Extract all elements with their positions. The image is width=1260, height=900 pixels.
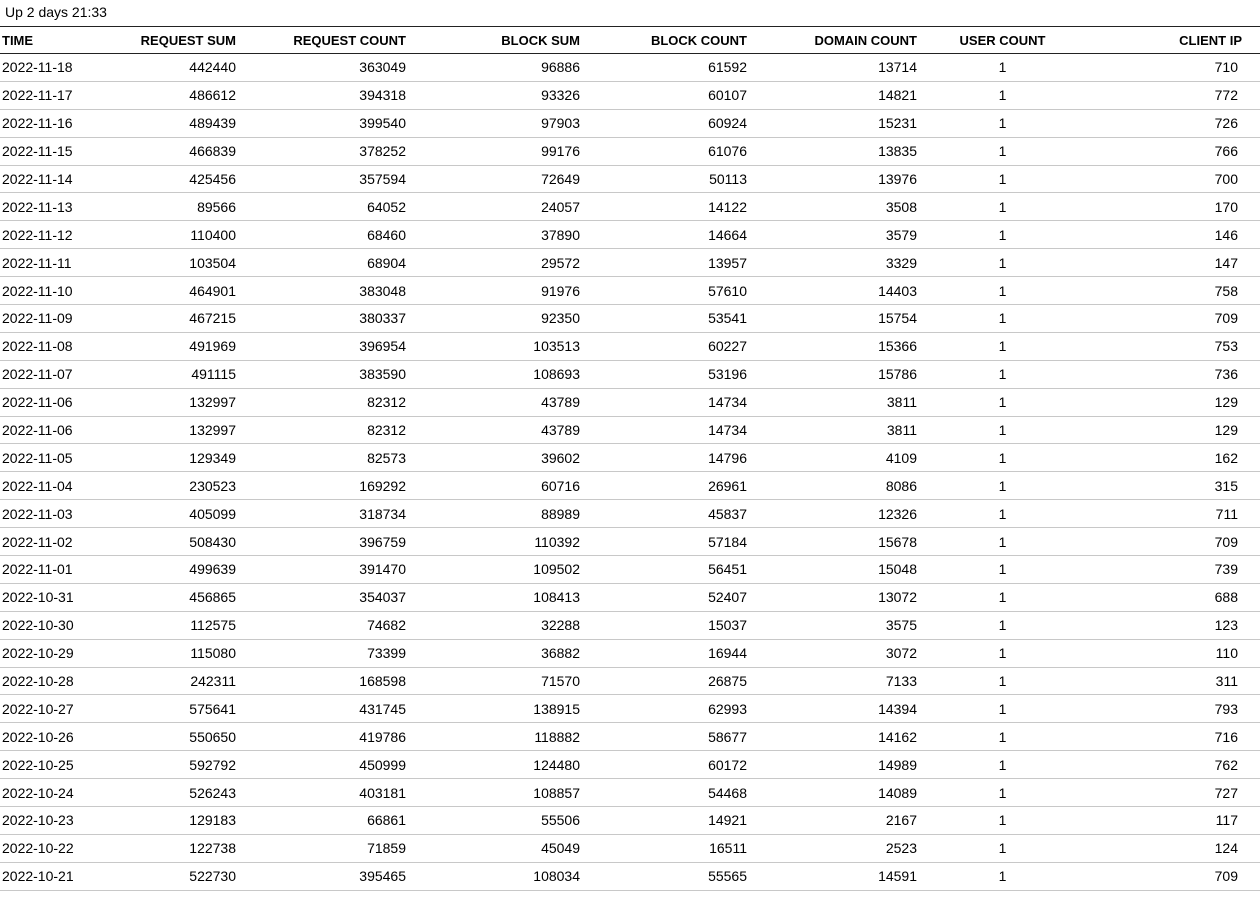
client-ip-cell: 147	[1085, 249, 1260, 277]
request-count-cell: 68460	[240, 221, 410, 249]
time-cell: 2022-11-10	[0, 277, 120, 305]
time-cell: 2022-10-28	[0, 667, 120, 695]
table-row	[0, 332, 1260, 360]
time-cell: 2022-11-03	[0, 500, 120, 528]
request-count-cell: 82573	[240, 444, 410, 472]
request-count-cell: 399540	[240, 109, 410, 137]
block-sum-cell: 108857	[410, 779, 580, 807]
request-count-cell: 396759	[240, 528, 410, 556]
table-row	[0, 165, 1260, 193]
request-sum-cell: 122738	[120, 834, 240, 862]
block-count-cell: 52407	[580, 583, 750, 611]
request-sum-cell: 489439	[120, 109, 240, 137]
request-count-cell: 363049	[240, 54, 410, 82]
column-header-block-sum[interactable]: BLOCK SUM	[410, 27, 580, 54]
request-count-cell: 74682	[240, 611, 410, 639]
block-count-cell: 14664	[580, 221, 750, 249]
block-count-cell: 14734	[580, 388, 750, 416]
table-row	[0, 528, 1260, 556]
block-count-cell: 62993	[580, 695, 750, 723]
user-count-cell: 1	[920, 221, 1085, 249]
column-header-request-sum[interactable]: REQUEST SUM	[120, 27, 240, 54]
domain-count-cell: 15231	[750, 109, 920, 137]
client-ip-cell: 726	[1085, 109, 1260, 137]
request-count-cell: 383048	[240, 277, 410, 305]
block-sum-cell: 43789	[410, 388, 580, 416]
request-sum-cell: 491969	[120, 332, 240, 360]
user-count-cell: 1	[920, 695, 1085, 723]
time-cell: 2022-11-12	[0, 221, 120, 249]
client-ip-cell: 762	[1085, 751, 1260, 779]
block-sum-cell: 108693	[410, 360, 580, 388]
domain-count-cell: 13835	[750, 137, 920, 165]
table-row	[0, 249, 1260, 277]
domain-count-cell: 3329	[750, 249, 920, 277]
request-sum-cell: 575641	[120, 695, 240, 723]
time-cell: 2022-10-23	[0, 807, 120, 835]
client-ip-cell: 736	[1085, 360, 1260, 388]
block-count-cell: 13957	[580, 249, 750, 277]
request-sum-cell: 89566	[120, 193, 240, 221]
block-sum-cell: 24057	[410, 193, 580, 221]
client-ip-cell: 129	[1085, 416, 1260, 444]
block-sum-cell: 93326	[410, 81, 580, 109]
request-count-cell: 354037	[240, 583, 410, 611]
user-count-cell: 1	[920, 500, 1085, 528]
user-count-cell: 1	[920, 305, 1085, 333]
client-ip-cell: 315	[1085, 472, 1260, 500]
column-header-request-count[interactable]: REQUEST COUNT	[240, 27, 410, 54]
time-cell: 2022-11-07	[0, 360, 120, 388]
table-row	[0, 751, 1260, 779]
table-row	[0, 416, 1260, 444]
block-count-cell: 61592	[580, 54, 750, 82]
request-sum-cell: 467215	[120, 305, 240, 333]
block-count-cell: 14734	[580, 416, 750, 444]
request-count-cell: 419786	[240, 723, 410, 751]
table-row	[0, 388, 1260, 416]
user-count-cell: 1	[920, 583, 1085, 611]
domain-count-cell: 13072	[750, 583, 920, 611]
time-cell: 2022-10-24	[0, 779, 120, 807]
client-ip-cell: 758	[1085, 277, 1260, 305]
table-row	[0, 305, 1260, 333]
client-ip-cell: 110	[1085, 639, 1260, 667]
block-sum-cell: 92350	[410, 305, 580, 333]
domain-count-cell: 3072	[750, 639, 920, 667]
request-sum-cell: 405099	[120, 500, 240, 528]
request-count-cell: 68904	[240, 249, 410, 277]
user-count-cell: 1	[920, 249, 1085, 277]
block-count-cell: 45837	[580, 500, 750, 528]
block-sum-cell: 36882	[410, 639, 580, 667]
time-cell: 2022-10-30	[0, 611, 120, 639]
table-row	[0, 862, 1260, 890]
user-count-cell: 1	[920, 165, 1085, 193]
request-count-cell: 71859	[240, 834, 410, 862]
user-count-cell: 1	[920, 277, 1085, 305]
block-sum-cell: 108413	[410, 583, 580, 611]
block-count-cell: 14122	[580, 193, 750, 221]
domain-count-cell: 14989	[750, 751, 920, 779]
request-sum-cell: 522730	[120, 862, 240, 890]
domain-count-cell: 14821	[750, 81, 920, 109]
request-sum-cell: 592792	[120, 751, 240, 779]
block-count-cell: 61076	[580, 137, 750, 165]
block-sum-cell: 91976	[410, 277, 580, 305]
user-count-cell: 1	[920, 444, 1085, 472]
time-cell: 2022-11-11	[0, 249, 120, 277]
user-count-cell: 1	[920, 779, 1085, 807]
request-count-cell: 395465	[240, 862, 410, 890]
block-sum-cell: 71570	[410, 667, 580, 695]
block-count-cell: 16944	[580, 639, 750, 667]
request-count-cell: 169292	[240, 472, 410, 500]
block-count-cell: 16511	[580, 834, 750, 862]
column-header-time[interactable]: TIME	[0, 27, 120, 54]
table-row	[0, 444, 1260, 472]
request-sum-cell: 491115	[120, 360, 240, 388]
column-header-block-count[interactable]: BLOCK COUNT	[580, 27, 750, 54]
table-row	[0, 109, 1260, 137]
domain-count-cell: 15786	[750, 360, 920, 388]
request-sum-cell: 464901	[120, 277, 240, 305]
table-row	[0, 695, 1260, 723]
table-row	[0, 807, 1260, 835]
time-cell: 2022-11-04	[0, 472, 120, 500]
request-sum-cell: 115080	[120, 639, 240, 667]
request-sum-cell: 499639	[120, 556, 240, 584]
user-count-cell: 1	[920, 109, 1085, 137]
time-cell: 2022-11-18	[0, 54, 120, 82]
time-cell: 2022-10-26	[0, 723, 120, 751]
block-sum-cell: 99176	[410, 137, 580, 165]
user-count-cell: 1	[920, 416, 1085, 444]
table-row	[0, 193, 1260, 221]
user-count-cell: 1	[920, 388, 1085, 416]
block-count-cell: 14796	[580, 444, 750, 472]
block-count-cell: 57184	[580, 528, 750, 556]
request-count-cell: 380337	[240, 305, 410, 333]
request-sum-cell: 550650	[120, 723, 240, 751]
user-count-cell: 1	[920, 472, 1085, 500]
client-ip-cell: 727	[1085, 779, 1260, 807]
column-header-user-count[interactable]: USER COUNT	[920, 27, 1085, 54]
client-ip-cell: 162	[1085, 444, 1260, 472]
block-count-cell: 50113	[580, 165, 750, 193]
domain-count-cell: 2167	[750, 807, 920, 835]
block-sum-cell: 124480	[410, 751, 580, 779]
domain-count-cell: 13714	[750, 54, 920, 82]
user-count-cell: 1	[920, 751, 1085, 779]
domain-count-cell: 15048	[750, 556, 920, 584]
header-row	[0, 27, 1260, 54]
domain-count-cell: 14394	[750, 695, 920, 723]
domain-count-cell: 15754	[750, 305, 920, 333]
request-sum-cell: 230523	[120, 472, 240, 500]
request-count-cell: 82312	[240, 416, 410, 444]
block-count-cell: 26961	[580, 472, 750, 500]
client-ip-cell: 146	[1085, 221, 1260, 249]
request-sum-cell: 132997	[120, 388, 240, 416]
table-row	[0, 277, 1260, 305]
column-header-client-ip[interactable]: CLIENT IP	[1085, 27, 1260, 54]
request-count-cell: 73399	[240, 639, 410, 667]
block-count-cell: 54468	[580, 779, 750, 807]
table-row	[0, 834, 1260, 862]
time-cell: 2022-11-06	[0, 388, 120, 416]
time-cell: 2022-11-02	[0, 528, 120, 556]
block-sum-cell: 32288	[410, 611, 580, 639]
request-count-cell: 378252	[240, 137, 410, 165]
time-cell: 2022-11-16	[0, 109, 120, 137]
client-ip-cell: 772	[1085, 81, 1260, 109]
client-ip-cell: 688	[1085, 583, 1260, 611]
time-cell: 2022-11-01	[0, 556, 120, 584]
user-count-cell: 1	[920, 193, 1085, 221]
domain-count-cell: 14591	[750, 862, 920, 890]
client-ip-cell: 710	[1085, 54, 1260, 82]
time-cell: 2022-10-31	[0, 583, 120, 611]
user-count-cell: 1	[920, 528, 1085, 556]
client-ip-cell: 753	[1085, 332, 1260, 360]
request-sum-cell: 486612	[120, 81, 240, 109]
request-sum-cell: 112575	[120, 611, 240, 639]
time-cell: 2022-11-08	[0, 332, 120, 360]
table-row	[0, 639, 1260, 667]
client-ip-cell: 711	[1085, 500, 1260, 528]
block-count-cell: 14921	[580, 807, 750, 835]
time-cell: 2022-10-22	[0, 834, 120, 862]
block-count-cell: 53541	[580, 305, 750, 333]
client-ip-cell: 739	[1085, 556, 1260, 584]
user-count-cell: 1	[920, 862, 1085, 890]
user-count-cell: 1	[920, 639, 1085, 667]
request-sum-cell: 442440	[120, 54, 240, 82]
user-count-cell: 1	[920, 137, 1085, 165]
table-row	[0, 221, 1260, 249]
client-ip-cell: 311	[1085, 667, 1260, 695]
request-count-cell: 383590	[240, 360, 410, 388]
client-ip-cell: 170	[1085, 193, 1260, 221]
user-count-cell: 1	[920, 360, 1085, 388]
request-count-cell: 66861	[240, 807, 410, 835]
request-count-cell: 431745	[240, 695, 410, 723]
block-count-cell: 60172	[580, 751, 750, 779]
user-count-cell: 1	[920, 723, 1085, 751]
time-cell: 2022-11-14	[0, 165, 120, 193]
block-sum-cell: 97903	[410, 109, 580, 137]
user-count-cell: 1	[920, 611, 1085, 639]
time-cell: 2022-11-17	[0, 81, 120, 109]
client-ip-cell: 700	[1085, 165, 1260, 193]
block-sum-cell: 118882	[410, 723, 580, 751]
time-cell: 2022-10-27	[0, 695, 120, 723]
request-sum-cell: 526243	[120, 779, 240, 807]
block-sum-cell: 60716	[410, 472, 580, 500]
user-count-cell: 1	[920, 54, 1085, 82]
table-row	[0, 667, 1260, 695]
time-cell: 2022-10-25	[0, 751, 120, 779]
request-sum-cell: 132997	[120, 416, 240, 444]
domain-count-cell: 4109	[750, 444, 920, 472]
client-ip-cell: 709	[1085, 305, 1260, 333]
table-row	[0, 500, 1260, 528]
time-cell: 2022-10-21	[0, 862, 120, 890]
request-count-cell: 357594	[240, 165, 410, 193]
domain-count-cell: 3811	[750, 416, 920, 444]
block-sum-cell: 138915	[410, 695, 580, 723]
request-sum-cell: 242311	[120, 667, 240, 695]
block-sum-cell: 96886	[410, 54, 580, 82]
request-count-cell: 64052	[240, 193, 410, 221]
table-header	[0, 27, 1260, 54]
block-count-cell: 60107	[580, 81, 750, 109]
domain-count-cell: 13976	[750, 165, 920, 193]
request-count-cell: 168598	[240, 667, 410, 695]
block-sum-cell: 88989	[410, 500, 580, 528]
request-count-cell: 82312	[240, 388, 410, 416]
user-count-cell: 1	[920, 81, 1085, 109]
time-cell: 2022-11-05	[0, 444, 120, 472]
request-count-cell: 391470	[240, 556, 410, 584]
block-count-cell: 58677	[580, 723, 750, 751]
table-body	[0, 54, 1260, 891]
table-row	[0, 779, 1260, 807]
request-count-cell: 318734	[240, 500, 410, 528]
block-count-cell: 56451	[580, 556, 750, 584]
block-sum-cell: 39602	[410, 444, 580, 472]
time-cell: 2022-10-29	[0, 639, 120, 667]
domain-count-cell: 3811	[750, 388, 920, 416]
table-row	[0, 137, 1260, 165]
domain-count-cell: 14403	[750, 277, 920, 305]
table-row	[0, 583, 1260, 611]
domain-count-cell: 8086	[750, 472, 920, 500]
table-row	[0, 723, 1260, 751]
block-count-cell: 15037	[580, 611, 750, 639]
time-cell: 2022-11-13	[0, 193, 120, 221]
client-ip-cell: 709	[1085, 862, 1260, 890]
user-count-cell: 1	[920, 807, 1085, 835]
block-count-cell: 26875	[580, 667, 750, 695]
block-sum-cell: 103513	[410, 332, 580, 360]
client-ip-cell: 766	[1085, 137, 1260, 165]
request-sum-cell: 129183	[120, 807, 240, 835]
column-header-domain-count[interactable]: DOMAIN COUNT	[750, 27, 920, 54]
request-sum-cell: 456865	[120, 583, 240, 611]
time-cell: 2022-11-09	[0, 305, 120, 333]
block-count-cell: 55565	[580, 862, 750, 890]
client-ip-cell: 123	[1085, 611, 1260, 639]
client-ip-cell: 709	[1085, 528, 1260, 556]
request-count-cell: 403181	[240, 779, 410, 807]
request-count-cell: 450999	[240, 751, 410, 779]
block-sum-cell: 45049	[410, 834, 580, 862]
request-sum-cell: 129349	[120, 444, 240, 472]
uptime-status: Up 2 days 21:33	[5, 4, 107, 20]
table-row	[0, 556, 1260, 584]
block-sum-cell: 109502	[410, 556, 580, 584]
table-row	[0, 472, 1260, 500]
domain-count-cell: 14162	[750, 723, 920, 751]
block-count-cell: 60924	[580, 109, 750, 137]
domain-count-cell: 3579	[750, 221, 920, 249]
time-cell: 2022-11-15	[0, 137, 120, 165]
client-ip-cell: 117	[1085, 807, 1260, 835]
table-row	[0, 611, 1260, 639]
block-sum-cell: 72649	[410, 165, 580, 193]
block-sum-cell: 29572	[410, 249, 580, 277]
block-count-cell: 57610	[580, 277, 750, 305]
client-ip-cell: 793	[1085, 695, 1260, 723]
table-row	[0, 81, 1260, 109]
request-count-cell: 394318	[240, 81, 410, 109]
table-row	[0, 54, 1260, 82]
domain-count-cell: 12326	[750, 500, 920, 528]
request-sum-cell: 425456	[120, 165, 240, 193]
block-sum-cell: 43789	[410, 416, 580, 444]
client-ip-cell: 129	[1085, 388, 1260, 416]
domain-count-cell: 7133	[750, 667, 920, 695]
user-count-cell: 1	[920, 667, 1085, 695]
block-sum-cell: 55506	[410, 807, 580, 835]
domain-count-cell: 3508	[750, 193, 920, 221]
user-count-cell: 1	[920, 556, 1085, 584]
request-count-cell: 396954	[240, 332, 410, 360]
table-row	[0, 360, 1260, 388]
time-cell: 2022-11-06	[0, 416, 120, 444]
client-ip-cell: 124	[1085, 834, 1260, 862]
domain-count-cell: 2523	[750, 834, 920, 862]
client-ip-cell: 716	[1085, 723, 1260, 751]
request-sum-cell: 110400	[120, 221, 240, 249]
block-sum-cell: 110392	[410, 528, 580, 556]
domain-count-cell: 14089	[750, 779, 920, 807]
request-sum-cell: 466839	[120, 137, 240, 165]
user-count-cell: 1	[920, 834, 1085, 862]
user-count-cell: 1	[920, 332, 1085, 360]
request-sum-cell: 508430	[120, 528, 240, 556]
block-count-cell: 53196	[580, 360, 750, 388]
block-count-cell: 60227	[580, 332, 750, 360]
domain-count-cell: 15366	[750, 332, 920, 360]
block-sum-cell: 108034	[410, 862, 580, 890]
request-sum-cell: 103504	[120, 249, 240, 277]
stats-table	[0, 26, 1260, 891]
domain-count-cell: 15678	[750, 528, 920, 556]
block-sum-cell: 37890	[410, 221, 580, 249]
domain-count-cell: 3575	[750, 611, 920, 639]
